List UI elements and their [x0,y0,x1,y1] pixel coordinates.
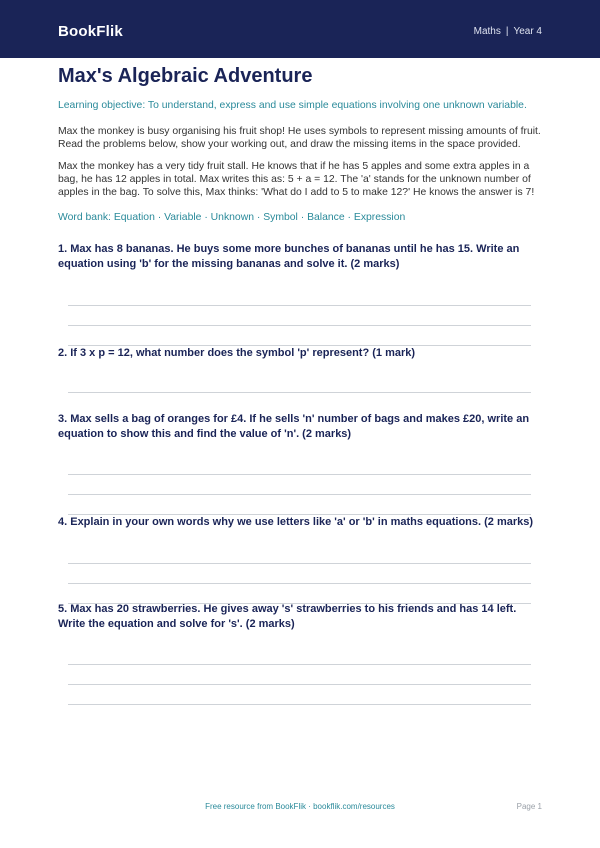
page-header [0,0,600,58]
subject-year-label [474,26,542,38]
meta-separator: | [505,26,509,37]
word-bank: Word bank: Equation · Variable · Unknown · Symbol · Balance · Expression [58,212,406,223]
page-title: Max's Algebraic Adventure [58,65,313,87]
answer-line[interactable] [68,325,531,326]
page-number: Page 1 [516,802,542,811]
footer-source-link[interactable]: Free resource from BookFlik · bookflik.com/resources [205,802,395,811]
answer-line[interactable] [68,684,531,685]
answer-line[interactable] [68,664,531,665]
year-label: Year 4 [513,26,542,37]
subject-label: Maths [473,26,501,37]
intro-paragraph-1: Max the monkey is busy organising his fruit shop! He uses symbols to represent missing amounts of fruit. Read the problems below, show your working out, and draw the missing items in the space provided. [58,126,541,151]
answer-line[interactable] [68,305,531,306]
answer-line[interactable] [68,392,531,393]
answer-line[interactable] [68,563,531,564]
answer-line[interactable] [68,704,531,705]
question-1: 1. Max has 8 bananas. He buys some more bunches of bananas until he has 15. Write an equation using 'b' for the missing bananas and solve it. (2 marks) [58,243,520,270]
question-3: 3. Max sells a bag of oranges for £4. If he sells 'n' number of bags and makes £20, write an equation to show this and find the value of 'n'. (2 marks) [58,413,530,440]
intro-paragraph-2: Max the monkey has a very tidy fruit stall. He knows that if he has 5 apples and some extra apples in a bag, he has 12 apples in total. Max writes this as: 5 + a = 12. The 'a' stands for the unknown number of apples in the bag. To solve this, Max thinks: 'What do I add to 5 to make 12?' He knows the answer is 7! [58,161,535,199]
learning-objective: Learning objective: To understand, express and use simple equations involving one unknown variable. [58,100,527,111]
answer-line[interactable] [68,494,531,495]
answer-line[interactable] [68,583,531,584]
answer-line[interactable] [68,474,531,475]
brand-logo[interactable]: BookFlik [58,23,123,40]
question-5: 5. Max has 20 strawberries. He gives away 's' strawberries to his friends and has 14 left. Write the equation and solve for 's'. (2 marks) [58,603,517,630]
question-4: 4. Explain in your own words why we use letters like 'a' or 'b' in maths equations. (2 marks) [58,516,534,528]
question-2: 2. If 3 x p = 12, what number does the symbol 'p' represent? (1 mark) [58,347,416,359]
